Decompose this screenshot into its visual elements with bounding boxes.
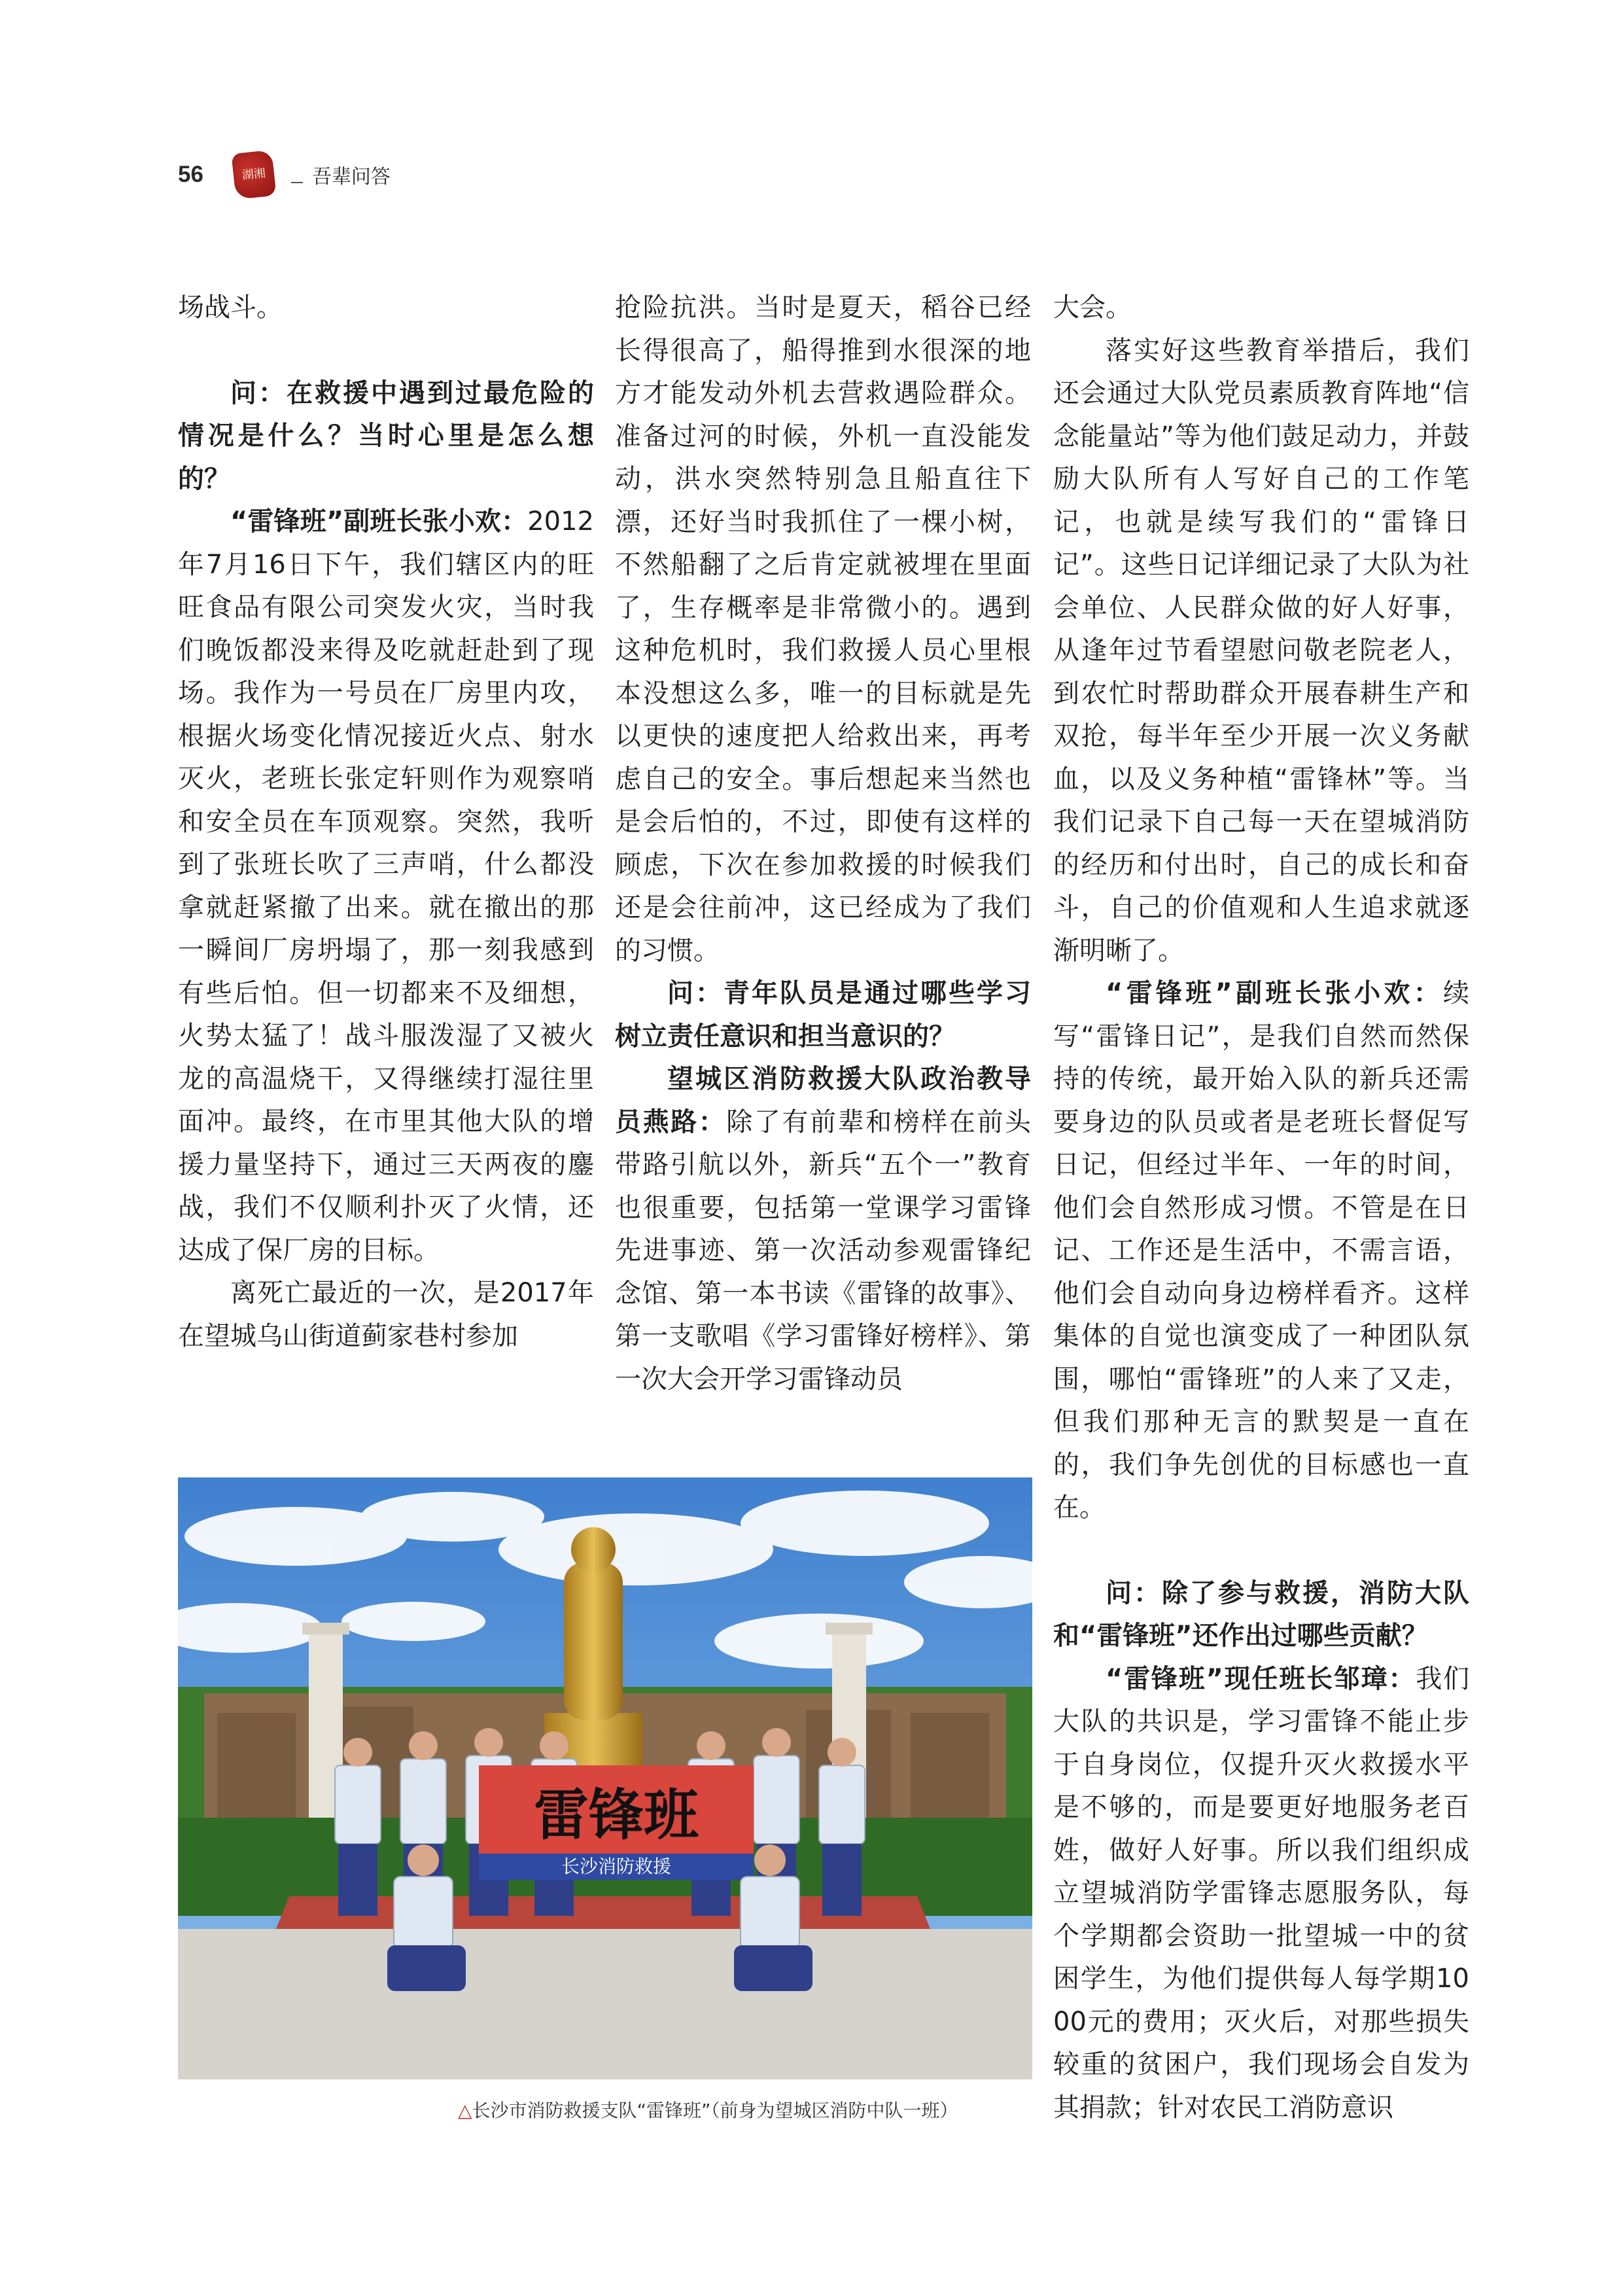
section-title: 吾辈问答	[311, 166, 391, 188]
text-column-1	[178, 287, 594, 1358]
text-column-2	[615, 287, 1031, 1401]
paragraph: 抢险抗洪。当时是夏天，稻谷已经长得很高了，船得推到水很深的地方才能发动外机去营救遇险群众。准备过河的时候，外机一直没能发动，洪水突然特别急且船直往下漂，还好当时我抓住了一棵小树，不然船翻了之后肯定就被埋在里面了，生存概率是非常微小的。遇到这种危机时，我们救援人员心里根本没想这么多，唯一的目标就是先以更快的速度把人给救出来，再考虑自己的安全。事后想起来当然也是会后怕的，不过，即使有这样的顾虑，下次在参加救援的时候我们还是会往前冲，这已经成为了我们的习惯。	[615, 292, 1031, 966]
speaker-name: “雷锋班”副班长张小欢：	[230, 506, 528, 537]
paragraph: 大会。	[1053, 292, 1132, 323]
speaker-name: 望城区消防救援大队政治教导员燕路：	[615, 1064, 1031, 1137]
answer-text: 除了有前辈和榜样在前头带路引航以外，新兵“五个一”教育也很重要，包括第一堂课学习雷锋先进事迹、第一次活动参观雷锋纪念馆、第一本书读《雷锋的故事》、第一支歌唱《学习雷锋好榜样》、第一次大会开学习雷锋动员	[615, 1106, 1032, 1394]
question-heading: 问：青年队员是通过哪些学习树立责任意识和担当意识的？	[615, 978, 1031, 1051]
triangle-icon: △	[458, 2100, 472, 2121]
answer-paragraph	[1053, 1658, 1469, 2130]
paragraph: 场战斗。	[178, 292, 283, 323]
answer-text: 2012年7月16日下午，我们辖区内的旺旺食品有限公司突发火灾，当时我们晚饭都没来得及吃就赶赴到了现场。我作为一号员在厂房里内攻，根据火场变化情况接近火点、射水灭火，老班长张定轩则作为观察哨和安全员在车顶观察。突然，我听到了张班长吹了三声哨，什么都没拿就赶紧撤了出来。就在撤出的那一瞬间厂房坍塌了，那一刻我感到有些后怕。但一切都来不及细想，火势太猛了！战斗服泼湿了又被火龙的高温烧干，又得继续打湿往里面冲。最终，在市里其他大队的增援力量坚持下，通过三天两夜的鏖战，我们不仅顺利扑灭了火情，还达成了保厂房的目标。	[178, 506, 594, 1265]
answer-text: 续写“雷锋日记”，是我们自然而然保持的传统，最开始入队的新兵还需要身边的队员或者是老班长督促写日记，但经过半年、一年的时间，他们会自然形成习惯。不管是在日记、工作还是生活中，不需言语，他们会自动向身边榜样看齐。这样集体的自觉也演变成了一种团队氛围，哪怕“雷锋班”的人来了又走，但我们那种无言的默契是一直在的，我们争先创优的目标感也一直在。	[1053, 978, 1469, 1523]
answer-paragraph	[1053, 972, 1469, 1530]
question-heading: 问：除了参与救援，消防大队和“雷锋班”还作出过哪些贡献？	[1053, 1578, 1469, 1651]
speaker-name: “雷锋班”副班长张小欢：	[1106, 978, 1443, 1008]
answer-text: 我们大队的共识是，学习雷锋不能止步于自身岗位，仅提升灭火救援水平是不够的，而是要更好地服务老百姓，做好人好事。所以我们组织成立望城消防学雷锋志愿服务队，每个学期都会资助一批望城一中的贫困学生，为他们提供每人每学期1000元的费用；灭火后，对那些损失较重的贫困户，我们现场会自发为其捐款；针对农民工消防意识	[1053, 1663, 1470, 2123]
team-photo	[178, 1477, 1032, 2079]
caption-text: 长沙市消防救援支队“雷锋班”（前身为望城区消防中队一班）	[472, 2100, 958, 2121]
banner-subtitle: 长沙消防救援	[561, 1856, 672, 1877]
paragraph: 落实好这些教育举措后，我们还会通过大队党员素质教育阵地“信念能量站”等为他们鼓足动力，并鼓励大队所有人写好自己的工作笔记，也就是续写我们的“雷锋日记”。这些日记详细记录了大队为社会单位、人民群众做的好人好事，从逢年过节看望慰问敬老院老人，到农忙时帮助群众开展春耕生产和双抢，每半年至少开展一次义务献血，以及义务种植“雷锋林”等。当我们记录下自己每一天在望城消防的经历和付出时，自己的成长和奋斗，自己的价值观和人生追求就逐渐明晰了。	[1053, 335, 1469, 966]
answer-paragraph	[615, 1058, 1031, 1401]
page-number: 56	[178, 162, 203, 187]
photo-caption	[458, 2096, 958, 2123]
text-column-3	[1053, 287, 1469, 2129]
answer-paragraph	[178, 501, 594, 1272]
header-separator	[291, 182, 303, 183]
page-header	[178, 152, 391, 198]
paragraph: 离死亡最近的一次，是2017年在望城乌山街道蓟家巷村参加	[178, 1278, 594, 1351]
speaker-name: “雷锋班”现任班长邹璋：	[1106, 1663, 1416, 1694]
question-heading: 问：在救援中遇到过最危险的情况是什么？当时心里是怎么想的？	[178, 378, 594, 494]
banner-title: 雷锋班	[533, 1782, 699, 1847]
magazine-seal-logo: 湖 湘	[231, 150, 276, 200]
